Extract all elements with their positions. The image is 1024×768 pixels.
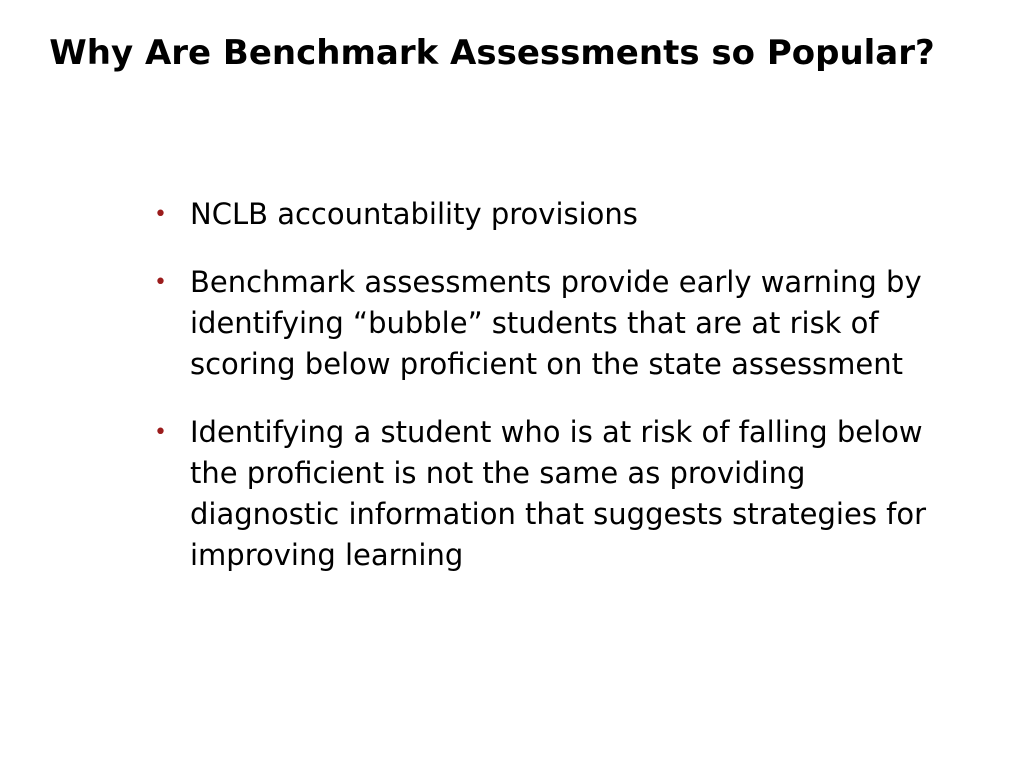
bullet-text-1: NCLB accountability provisions <box>190 197 638 231</box>
bullet-text-2: Benchmark assessments provide early warning by identifying “bubble” students that are at risk of scoring below proficient on the state assessment <box>190 265 922 381</box>
bullet-text-3: Identifying a student who is at risk of falling below the proficient is not the same as providing diagnostic information that suggests strategies for improving learning <box>190 415 927 572</box>
bullet-item-3 <box>150 412 930 576</box>
bullet-icon: • <box>154 270 167 295</box>
bullet-item-1 <box>150 194 930 235</box>
slide-title: Why Are Benchmark Assessments so Popular? <box>49 33 935 73</box>
bullet-item-2 <box>150 262 930 385</box>
bullet-icon: • <box>154 202 167 227</box>
bullet-list <box>150 194 930 603</box>
bullet-icon: • <box>154 420 167 445</box>
